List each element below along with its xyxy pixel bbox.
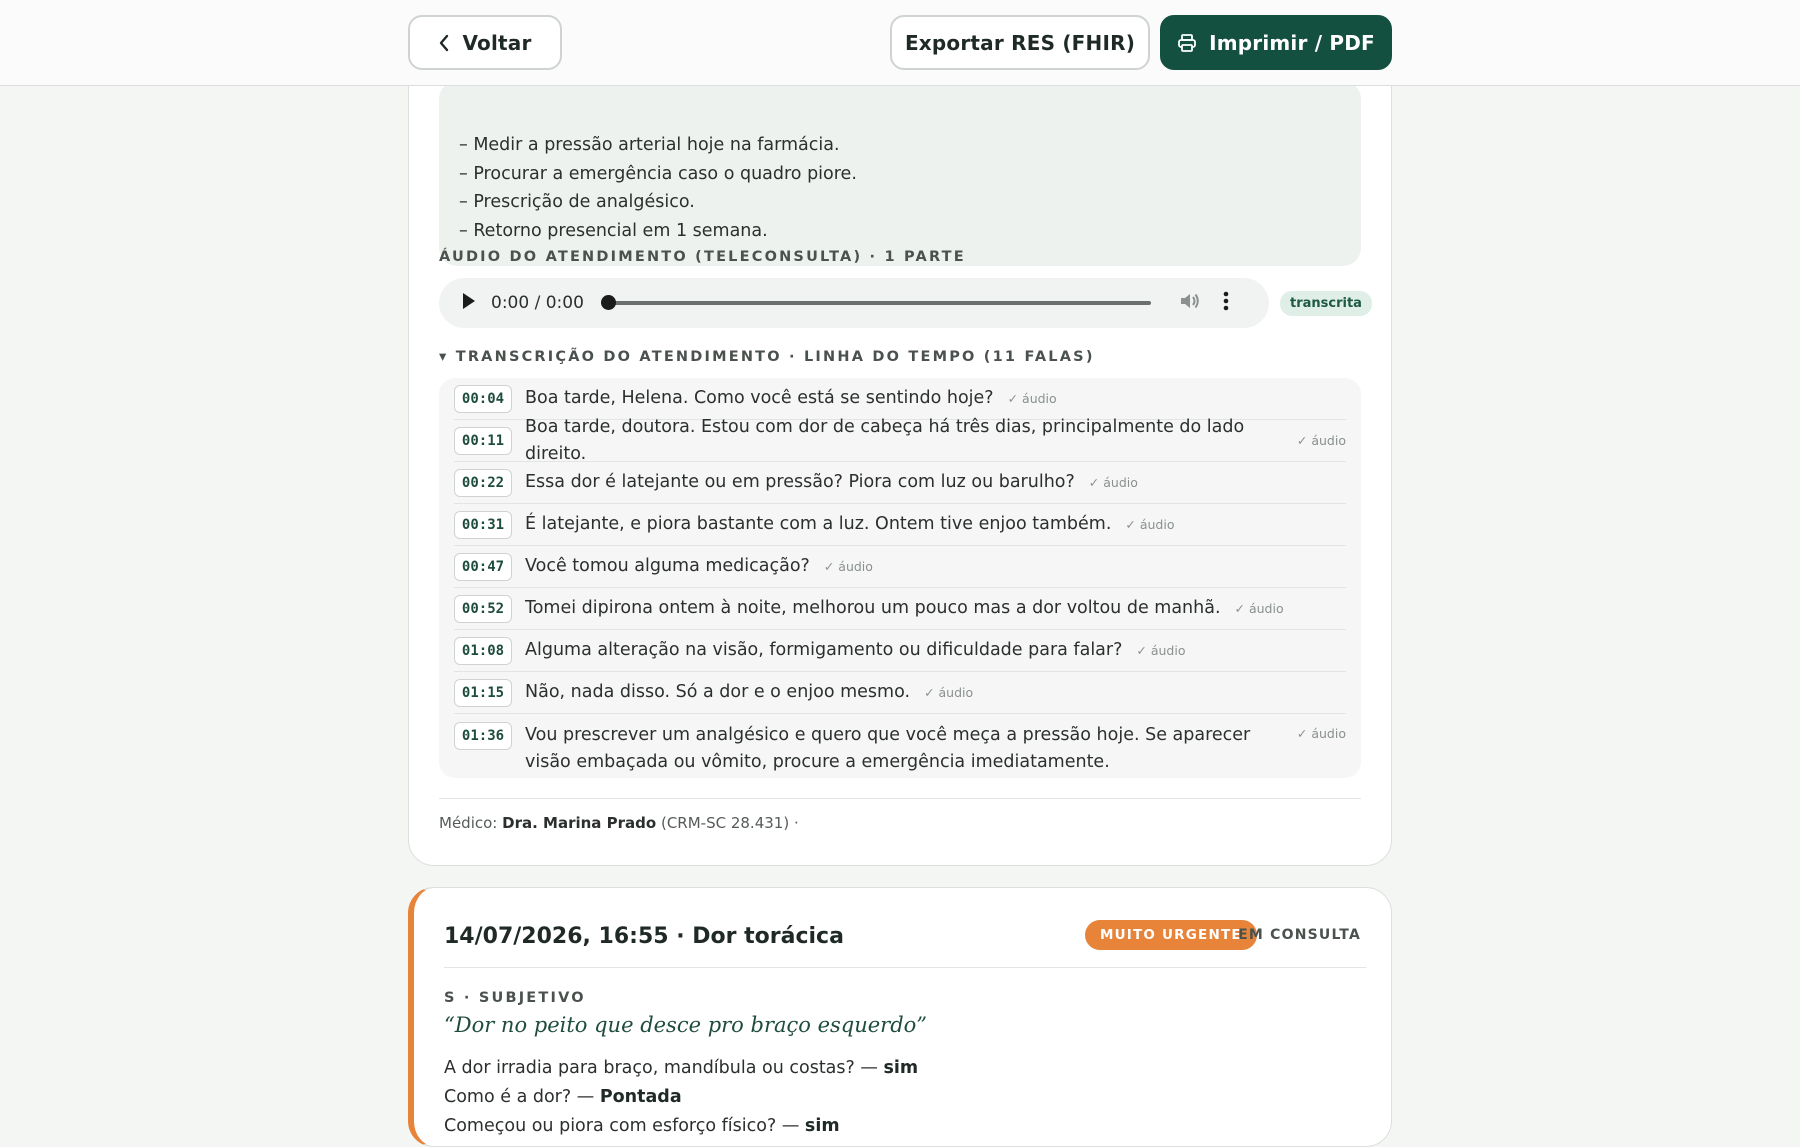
audio-check: ✓ áudio [1136, 643, 1186, 658]
qa-question: A dor irradia para braço, mandíbula ou costas? — [444, 1058, 878, 1078]
volume-icon[interactable] [1179, 291, 1201, 315]
timestamp[interactable]: 00:04 [454, 385, 512, 413]
qa-item [444, 1058, 918, 1078]
transcript-text: Tomei dipirona ontem à noite, melhorou um pouco mas a dor voltou de manhã. [525, 598, 1221, 618]
transcript-row[interactable] [454, 504, 1346, 546]
transcript-text: Boa tarde, doutora. Estou com dor de cabeça há três dias, principalmente do lado direito. [525, 416, 1245, 464]
play-icon[interactable] [461, 292, 477, 314]
audio-check: ✓ áudio [924, 685, 974, 700]
doctor-prefix: Médico: [439, 814, 498, 832]
audio-seek-handle[interactable] [601, 295, 616, 310]
transcript-text: É latejante, e piora bastante com a luz. Ontem tive enjoo também. [525, 514, 1112, 534]
back-button-label: Voltar [462, 30, 532, 55]
qa-item [444, 1087, 682, 1107]
audio-check: ✓ áudio [1296, 726, 1346, 741]
audio-check: ✓ áudio [823, 559, 873, 574]
status-label: EM CONSULTA [1238, 927, 1361, 943]
audio-time: 0:00 / 0:00 [491, 293, 584, 313]
plan-item: – Procurar a emergência caso o quadro piore. [459, 163, 857, 184]
export-fhir-button[interactable] [890, 15, 1150, 70]
timestamp[interactable]: 00:11 [454, 427, 512, 455]
chevron-left-icon [438, 34, 450, 52]
transcript-text: Vou prescrever um analgésico e quero que você meça a pressão hoje. Se aparecer visão embaçada ou vômito, procure a emergência imediatamente. [525, 725, 1251, 772]
timestamp[interactable]: 00:52 [454, 595, 512, 623]
audio-check: ✓ áudio [1125, 517, 1175, 532]
plan-item: – Medir a pressão arterial hoje na farmácia. [459, 135, 840, 155]
urgency-badge: MUITO URGENTE [1085, 920, 1257, 950]
audio-check: ✓ áudio [1007, 391, 1057, 406]
timestamp[interactable]: 00:22 [454, 469, 512, 497]
transcript-row[interactable] [454, 714, 1346, 784]
timestamp[interactable]: 01:08 [454, 637, 512, 665]
transcript-text: Essa dor é latejante ou em pressão? Piora com luz ou barulho? [525, 472, 1075, 492]
audio-player[interactable] [439, 278, 1269, 328]
transcript-row[interactable] [454, 462, 1346, 504]
export-button-label: Exportar RES (FHIR) [904, 30, 1136, 55]
audio-check: ✓ áudio [1088, 475, 1138, 490]
transcript-row[interactable] [454, 546, 1346, 588]
timestamp[interactable]: 01:15 [454, 679, 512, 707]
qa-item [444, 1116, 840, 1136]
transcribed-badge: transcrita [1280, 291, 1372, 316]
back-button[interactable] [408, 15, 562, 70]
transcript-row[interactable] [454, 416, 1346, 464]
timestamp[interactable]: 00:31 [454, 511, 512, 539]
chief-complaint: “Dor no peito que desce pro braço esquerdo” [444, 1013, 928, 1037]
transcript-timeline[interactable] [439, 378, 1361, 778]
plan-item: – Retorno presencial em 1 semana. [459, 221, 768, 242]
audio-section-label: ÁUDIO DO ATENDIMENTO (TELECONSULTA) · 1 PARTE [439, 249, 966, 265]
print-button-label: Imprimir / PDF [1209, 30, 1375, 55]
consultation-card-current [408, 887, 1392, 1147]
divider [444, 967, 1366, 968]
timestamp[interactable]: 00:47 [454, 553, 512, 581]
divider [439, 798, 1361, 799]
top-toolbar [0, 0, 1800, 86]
transcript-text: Boa tarde, Helena. Como você está se sentindo hoje? [525, 388, 994, 408]
qa-question: Como é a dor? — [444, 1087, 595, 1107]
doctor-name: Dra. Marina Prado [502, 814, 657, 832]
qa-question: Começou ou piora com esforço físico? — [444, 1116, 800, 1136]
timestamp[interactable]: 01:36 [454, 722, 512, 750]
transcript-text: Você tomou alguma medicação? [525, 556, 810, 576]
more-options-icon[interactable] [1223, 291, 1229, 315]
plan-box [439, 81, 1361, 266]
consultation-title: 14/07/2026, 16:55 · Dor torácica [444, 924, 844, 949]
audio-check: ✓ áudio [1234, 601, 1284, 616]
printer-icon [1177, 33, 1197, 53]
print-pdf-button[interactable] [1160, 15, 1392, 70]
doctor-signature [439, 814, 799, 832]
audio-seek-bar[interactable] [601, 301, 1151, 305]
transcript-row[interactable] [454, 630, 1346, 672]
transcript-toggle[interactable]: ▾ TRANSCRIÇÃO DO ATENDIMENTO · LINHA DO TEMPO (11 FALAS) [439, 349, 1095, 365]
transcript-text: Não, nada disso. Só a dor e o enjoo mesmo. [525, 682, 911, 702]
transcript-row[interactable] [454, 588, 1346, 630]
audio-check: ✓ áudio [1296, 433, 1346, 448]
doctor-crm: (CRM-SC 28.431) · [660, 814, 799, 832]
transcript-row[interactable] [454, 672, 1346, 714]
qa-answer: Pontada [599, 1087, 682, 1107]
plan-item: – Prescrição de analgésico. [459, 192, 695, 213]
qa-answer: sim [804, 1116, 840, 1136]
subjective-label: S · SUBJETIVO [444, 990, 586, 1006]
transcript-text: Alguma alteração na visão, formigamento ou dificuldade para falar? [525, 640, 1123, 660]
consultation-card [408, 40, 1392, 866]
qa-answer: sim [883, 1058, 919, 1078]
